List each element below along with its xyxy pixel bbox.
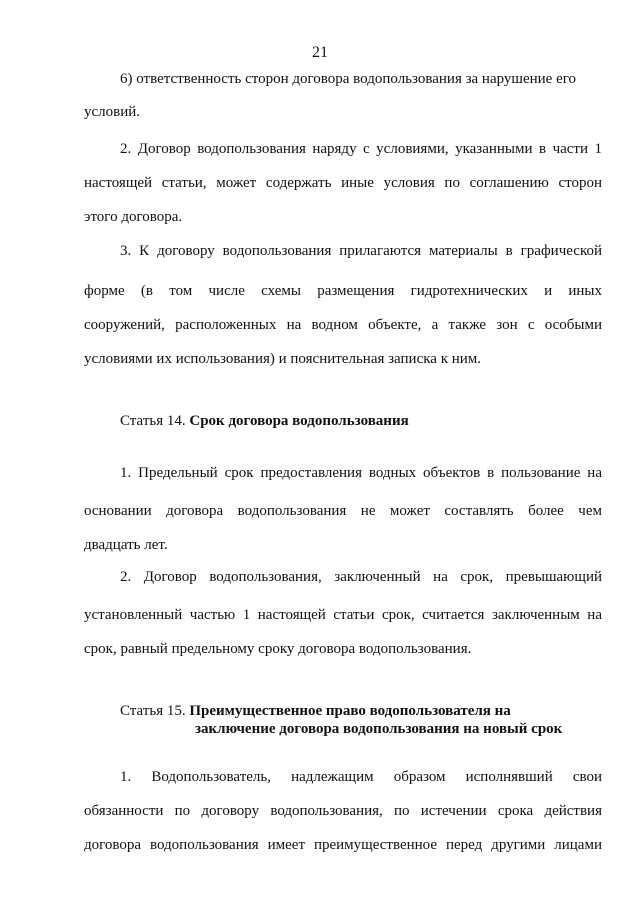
paragraph-line: условиями их использования) и пояснительная записка к ним. <box>84 351 482 367</box>
article-title: Срок договора водопользования <box>189 413 409 429</box>
paragraph-line: этого договора. <box>84 209 183 225</box>
page-number: 21 <box>312 44 328 61</box>
paragraph-line: двадцать лет. <box>84 537 168 553</box>
article-15-heading <box>120 702 511 720</box>
paragraph-line: срок, равный предельному сроку договора водопользования. <box>84 641 472 657</box>
paragraph-line: 2. Договор водопользования, заключенный на срок, превышающий <box>120 569 602 585</box>
paragraph-line: основании договора водопользования не может составлять более чем <box>84 503 602 519</box>
paragraph-line: форме (в том числе схемы размещения гидротехнических и иных <box>84 283 602 299</box>
paragraph-line: настоящей статьи, может содержать иные условия по соглашению сторон <box>84 175 602 191</box>
paragraph-line: установленный частью 1 настоящей статьи срок, считается заключенным на <box>84 607 602 623</box>
article-15-heading-cont <box>195 720 562 738</box>
article-title-line1: Преимущественное право водопользователя на <box>189 703 511 719</box>
paragraph-line: 2. Договор водопользования наряду с условиями, указанными в части 1 <box>120 141 602 157</box>
article-title-line2: заключение договора водопользования на новый срок <box>195 721 563 737</box>
paragraph-line: условий. <box>84 104 141 120</box>
paragraph-line: обязанности по договору водопользования, по истечении срока действия <box>84 803 602 819</box>
paragraph-line: 3. К договору водопользования прилагаются материалы в графической <box>120 243 602 259</box>
paragraph-line: 1. Предельный срок предоставления водных объектов в пользование на <box>120 465 602 481</box>
article-prefix: Статья 14. <box>120 413 186 429</box>
paragraph-line: договора водопользования имеет преимущественное перед другими лицами <box>84 837 602 853</box>
article-prefix: Статья 15. <box>120 703 186 719</box>
paragraph-line: сооружений, расположенных на водном объекте, а также зон с особыми <box>84 317 602 333</box>
article-14-heading <box>120 412 409 430</box>
paragraph-line: 1. Водопользователь, надлежащим образом исполнявший свои <box>120 769 602 785</box>
paragraph-line: 6) ответственность сторон договора водопользования за нарушение его <box>120 71 577 87</box>
